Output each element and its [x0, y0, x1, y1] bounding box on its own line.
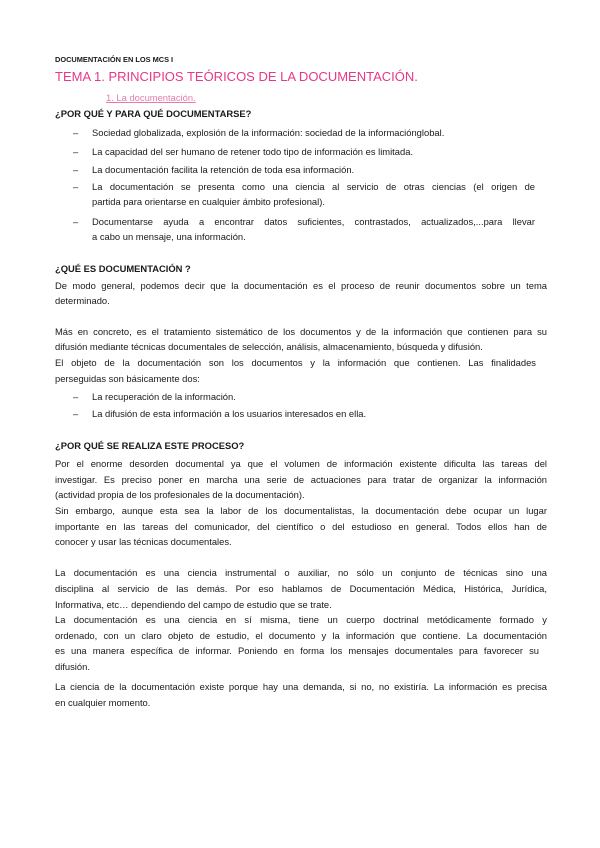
paragraph-line: La ciencia de la documentación existe porque hay una demanda, si no, no existiría. La información es precisa — [55, 681, 547, 692]
paragraph-line: ordenado, con un claro objeto de estudio, el documento y la información que contiene. La documentación — [55, 630, 547, 641]
bullet-text: La documentación se presenta como una ciencia al servicio de otras ciencias (el origen de — [92, 181, 535, 192]
paragraph-line: investigar. Es preciso poner en marcha una serie de actuaciones para tratar de organizar la información — [55, 474, 547, 485]
bullet-text: La capacidad del ser humano de retener todo tipo de información es limitada. — [92, 146, 414, 157]
paragraph-line: Por el enorme desorden documental ya que el volumen de información existente dificulta las tareas del — [55, 458, 547, 469]
paragraph-line: determinado. — [55, 295, 110, 306]
paragraph-line: importante en las tareas del comunicador, del científico o del estudioso en general. Todos ellos han de — [55, 521, 547, 532]
paragraph-line: difusión mediante técnicas documentales de selección, análisis, almacenamiento, búsqueda y difusión. — [55, 341, 483, 352]
section-heading-what: ¿QUÉ ES DOCUMENTACIÓN ? — [55, 263, 191, 274]
bullet-dash: – — [73, 408, 79, 419]
paragraph-line: en cualquier momento. — [55, 697, 151, 708]
bullet-dash: – — [73, 181, 79, 192]
paragraph-line: es una manera específica de informar. Poniendo en forma los mensajes documentales para favorecer su — [55, 645, 539, 656]
bullet-dash: – — [73, 146, 79, 157]
bullet-text: Sociedad globalizada, explosión de la información: sociedad de la informaciónglobal. — [92, 127, 445, 138]
bullet-dash: – — [73, 164, 79, 175]
bullet-dash: – — [73, 127, 79, 138]
paragraph-line: La documentación es una ciencia en sí misma, tiene un cuerpo doctrinal metódicamente formado y — [55, 614, 547, 625]
paragraph-line: Informativa, etc… dependiendo del campo de estudio que se trate. — [55, 599, 332, 610]
bullet-dash: – — [73, 216, 79, 227]
section-subtitle: 1. La documentación. — [106, 92, 196, 103]
bullet-text: La documentación facilita la retención de toda esa información. — [92, 164, 355, 175]
section-heading-why: ¿POR QUÉ Y PARA QUÉ DOCUMENTARSE? — [55, 108, 252, 119]
paragraph-line: Más en concreto, es el tratamiento sistemático de los documentos y de la información que contienen para su — [55, 326, 547, 337]
chapter-title: TEMA 1. PRINCIPIOS TEÓRICOS DE LA DOCUMENTACIÓN. — [55, 69, 418, 84]
bullet-dash: – — [73, 391, 79, 402]
paragraph-line: El objeto de la documentación son los documentos y la información que contienen. Las finalidades — [55, 357, 536, 368]
paragraph-line: conocer y usar las técnicas documentales. — [55, 536, 232, 547]
paragraph-line: difusión. — [55, 661, 90, 672]
bullet-text: Documentarse ayuda a encontrar datos suficientes, contrastados, actualizados,...para llevar — [92, 216, 535, 227]
paragraph-line: De modo general, podemos decir que la documentación es el proceso de reunir documentos sobre un tema — [55, 280, 547, 291]
bullet-text: La recuperación de la información. — [92, 391, 236, 402]
paragraph-line: disciplina al servicio de las demás. Por eso hablamos de Documentación Médica, Histórica, Jurídica, — [55, 583, 547, 594]
paragraph-line: (actividad propia de los profesionales de la documentación). — [55, 489, 305, 500]
bullet-text-cont: a cabo un mensaje, una información. — [92, 231, 246, 242]
paragraph-line: perseguidas son básicamente dos: — [55, 373, 200, 384]
paragraph-line: La documentación es una ciencia instrumental o auxiliar, no sólo un conjunto de técnicas sino una — [55, 567, 547, 578]
paragraph-line: Sin embargo, aunque esta sea la labor de los documentalistas, la documentación debe ocupar un lugar — [55, 505, 547, 516]
bullet-text-cont: partida para orientarse en cualquier ámbito profesional). — [92, 196, 325, 207]
section-heading-process: ¿POR QUÉ SE REALIZA ESTE PROCESO? — [55, 440, 245, 451]
bullet-text: La difusión de esta información a los usuarios interesados en ella. — [92, 408, 367, 419]
document-header: DOCUMENTACIÓN EN LOS MCS I — [55, 55, 174, 64]
